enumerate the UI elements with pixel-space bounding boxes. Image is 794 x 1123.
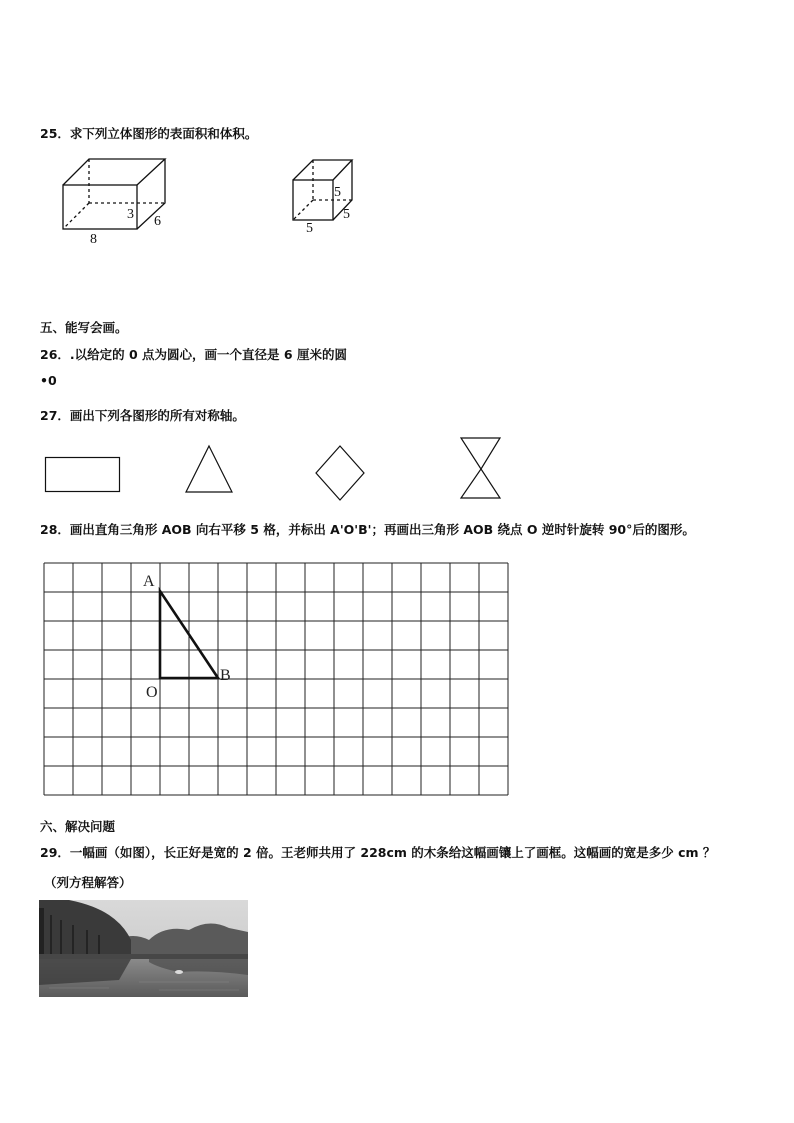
cuboid-width-label: 6 <box>154 214 161 229</box>
triangle-shape <box>186 446 232 492</box>
q25-text: 25．求下列立体图形的表面积和体积。 <box>40 126 258 141</box>
cube-edge-label-b: 5 <box>343 207 350 222</box>
q29-text: 29．一幅画（如图），长正好是宽的 2 倍。王老师共用了 228cm 的木条给这幅画镶上了画框。这幅画的宽是多少 cm ？ <box>40 845 716 860</box>
point-a-label: A <box>143 573 155 590</box>
point-b-label: B <box>220 667 231 684</box>
rectangle-shape <box>46 458 120 492</box>
section6-title: 六、解决问题 <box>40 819 116 834</box>
section5-title: 五、能写会画。 <box>40 320 128 335</box>
q26-text: 26．.以给定的 0 点为圆心，画一个直径是 6 厘米的圆 <box>40 347 347 362</box>
cube-edge-label-c: 5 <box>306 221 313 236</box>
q27-text: 27．画出下列各图形的所有对称轴。 <box>40 408 245 423</box>
landscape-painting-image <box>39 900 248 997</box>
hourglass-shape <box>461 438 500 498</box>
q29-note: （列方程解答） <box>44 875 132 890</box>
cube-figure <box>288 155 368 240</box>
symmetry-shapes <box>40 432 510 507</box>
cuboid-figure <box>55 155 185 250</box>
rhombus-shape <box>316 446 364 500</box>
cuboid-height-label: 3 <box>127 207 134 222</box>
cuboid-length-label: 8 <box>90 232 97 247</box>
q28-text: 28．画出直角三角形 AOB 向右平移 5 格，并标出 A'O'B'；再画出三角形 AOB 绕点 O 逆时针旋转 90°后的图形。 <box>40 522 695 537</box>
grid-figure <box>43 562 513 802</box>
point-o-label: O <box>146 684 158 701</box>
q26-center-point: •0 <box>40 373 57 388</box>
cube-edge-label-a: 5 <box>334 185 341 200</box>
